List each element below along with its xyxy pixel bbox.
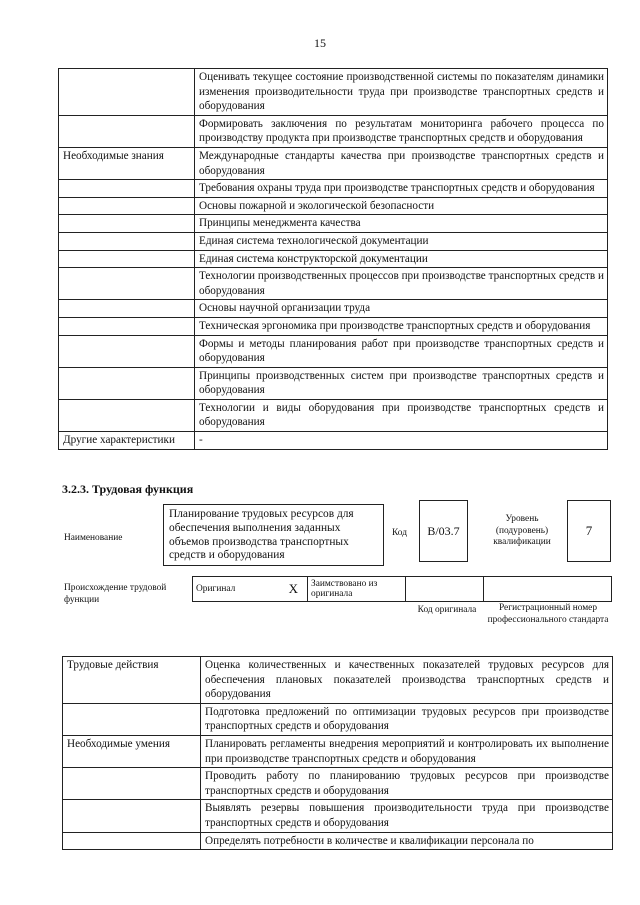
row-text: Международные стандарты качества при производстве транспортных средств и оборудования [195,147,608,179]
page-number: 15 [314,36,326,50]
table-row [59,215,608,233]
registration-number-cell [484,577,612,602]
table-row [63,703,613,735]
competency-table-bottom [62,656,613,850]
row-text: Проводить работу по планированию трудовых ресурсов при производстве транспортных средств и оборудования [201,768,613,800]
original-mark: X [288,580,298,596]
table-row [59,399,608,431]
table-row [59,268,608,300]
table-row [59,432,608,450]
table-row [59,300,608,318]
row-label [59,215,195,233]
row-label [59,250,195,268]
origin-label: Происхождение трудовой функции [64,583,167,605]
row-label [59,115,195,147]
table-row [59,115,608,147]
origin-original-cell [193,577,308,602]
row-text: Основы пожарной и экологической безопасности [195,197,608,215]
row-label [59,335,195,367]
row-text: - [195,432,608,450]
row-text: Технологии и виды оборудования при производстве транспортных средств и оборудования [195,399,608,431]
row-text: Технологии производственных процессов при производстве транспортных средств и оборудования [195,268,608,300]
row-text: Основы научной организации труда [195,300,608,318]
row-label [59,180,195,198]
registration-caption: Регистрационный номер профессионального стандарта [487,603,609,625]
table-row [63,735,613,767]
table-row [63,832,613,850]
row-label: Необходимые знания [59,147,195,179]
row-text: Требования охраны труда при производстве транспортных средств и оборудования [195,180,608,198]
row-text: Подготовка предложений по оптимизации трудовых ресурсов при производстве транспортных средств и оборудования [201,703,613,735]
table-row [63,800,613,832]
name-label: Наименование [64,533,123,543]
borrowed-label: Заимствовано из оригинала [308,577,406,602]
table-row [59,250,608,268]
row-text: Выявлять резервы повышения производительности труда при производстве транспортных средств и оборудования [201,800,613,832]
row-label: Другие характеристики [59,432,195,450]
row-label [59,399,195,431]
row-text: Единая система технологической документации [195,232,608,250]
table-row [59,232,608,250]
original-code-caption: Код оригинала [417,605,477,615]
row-text: Принципы производственных систем при производстве транспортных средств и оборудования [195,367,608,399]
row-text: Оценивать текущее состояние производственной системы по показателям динамики изменения производительности труда при производстве транспортных средств и оборудования [195,69,608,116]
table-row [59,197,608,215]
table-row [59,317,608,335]
section-heading: 3.2.3. Трудовая функция [62,482,194,496]
level-label: Уровень (подуровень) квалификации [493,514,551,547]
table-row [63,768,613,800]
row-text: Определять потребности в количестве и квалификации персонала по [201,832,613,850]
table-row [59,180,608,198]
row-label [59,69,195,116]
code-label: Код [392,528,407,538]
row-label [59,300,195,318]
row-label: Трудовые действия [63,657,201,704]
row-text: Планировать регламенты внедрения мероприятий и контролировать их выполнение при производстве транспортных средств и оборудования [201,735,613,767]
row-label [59,367,195,399]
row-label [59,268,195,300]
table-row [59,367,608,399]
row-label: Необходимые умения [63,735,201,767]
table-row [59,69,608,116]
row-label [63,703,201,735]
function-name-box: Планирование трудовых ресурсов для обеспечения выполнения заданных объемов производства транспортных средств и оборудования [163,504,384,566]
row-text: Принципы менеджмента качества [195,215,608,233]
original-label: Оригинал [196,583,236,594]
table-row [63,657,613,704]
row-label [59,197,195,215]
row-label [63,832,201,850]
qualification-level-box: 7 [567,500,611,562]
row-text: Формировать заключения по результатам мониторинга рабочего процесса по производству продукта при производстве транспортных средств и оборудования [195,115,608,147]
competency-table-top [58,68,608,450]
table-row [59,335,608,367]
function-code-box: B/03.7 [419,500,468,562]
row-label [59,317,195,335]
row-text: Единая система конструкторской документации [195,250,608,268]
original-code-cell [406,577,484,602]
row-text: Техническая эргономика при производстве транспортных средств и оборудования [195,317,608,335]
row-label [63,800,201,832]
row-text: Оценка количественных и качественных показателей трудовых ресурсов для обеспечения плановых показателей производства транспортных средств и оборудования [201,657,613,704]
row-label [59,232,195,250]
origin-table [192,576,612,602]
row-label [63,768,201,800]
table-row [59,147,608,179]
row-text: Формы и методы планирования работ при производстве транспортных средств и оборудования [195,335,608,367]
